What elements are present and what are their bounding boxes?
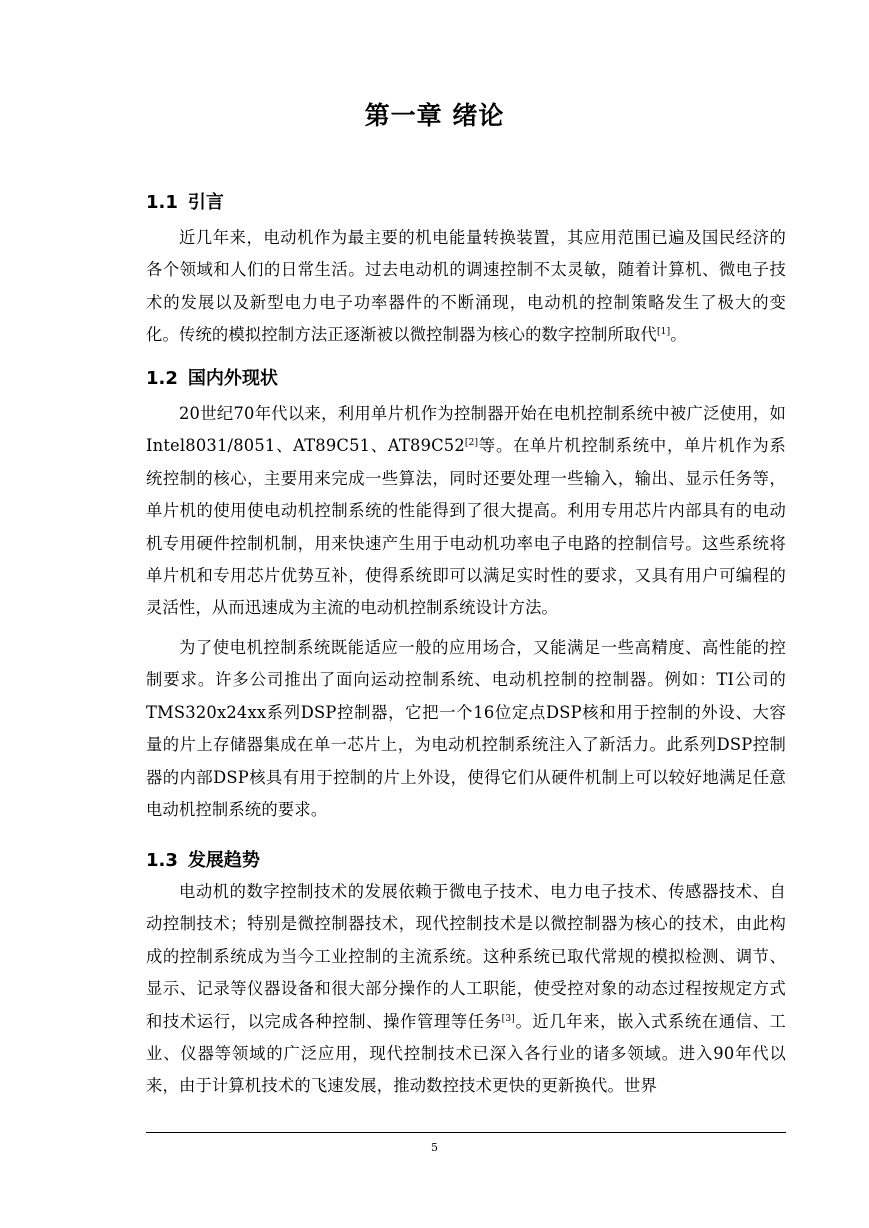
section-number: 1.1 <box>146 192 178 213</box>
paragraph-text-end: 。近几年来，嵌入式系统在通信、工业、仪器等领域的广泛应用，现代控制技术已深入各行业的诸多领域。进入90年代以来，由于计算机技术的飞速发展，推动数控技术更快的更新换代。世界 <box>146 1011 787 1096</box>
paragraph-status-2 <box>146 632 786 826</box>
paragraph-intro <box>146 222 786 352</box>
section-title: 引言 <box>187 192 224 213</box>
chapter-title: 第一章 绪论 <box>364 101 505 130</box>
paragraph-text: 电动机的数字控制技术的发展依赖于微电子技术、电力电子技术、传感器技术、自动控制技术；特别是微控制器技术，现代控制技术是以微控制器为核心的技术，由此构成的控制系统成为当今工业控制的主流系统。这种系统已取代常规的模拟检测、调节、显示、记录等仪器设备和很大部分操作的人工职能，使受控对象的动态过程按规定方式和技术运行，以完成各种控制、操作管理等任务 <box>146 882 786 1031</box>
section-title: 发展趋势 <box>187 850 260 871</box>
section-number: 1.2 <box>146 368 178 389</box>
paragraph-trend <box>146 876 786 1103</box>
footer-rule <box>146 1132 786 1133</box>
section-heading-1-2 <box>146 364 278 390</box>
page-number: 5 <box>431 1141 438 1154</box>
section-number: 1.3 <box>146 850 178 871</box>
paragraph-text: 20世纪70年代以来，利用单片机作为控制器开始在电机控制系统中被广泛使用，如Intel8031/8051、AT89C51、AT89C52 <box>146 404 786 456</box>
paragraph-status-1 <box>146 398 786 625</box>
paragraph-text-end: 等。在单片机控制系统中，单片机作为系统控制的核心，主要用来完成一些算法，同时还要处理一些输入，输出、显示任务等，单片机的使用使电动机控制系统的性能得到了很大提高。利用专用芯片内部具有的电动机专用硬件控制机制，用来快速产生用于电动机功率电子电路的控制信号。这些系统将单片机和专用芯片优势互补，使得系统即可以满足实时性的要求，又具有用户可编程的灵活性，从而迅速成为主流的电动机控制系统设计方法。 <box>146 436 786 618</box>
section-title: 国内外现状 <box>187 368 278 389</box>
citation-ref: [1] <box>656 327 671 338</box>
citation-ref: [3] <box>501 1013 516 1024</box>
paragraph-text: 近几年来，电动机作为最主要的机电能量转换装置，其应用范围已遍及国民经济的各个领域和人们的日常生活。过去电动机的调速控制不太灵敏，随着计算机、微电子技术的发展以及新型电力电子功率器件的不断涌现，电动机的控制策略发生了极大的变化。传统的模拟控制方法正逐渐被以微控制器为核心的数字控制所取代 <box>146 228 786 345</box>
paragraph-text: 为了使电机控制系统既能适应一般的应用场合，又能满足一些高精度、高性能的控制要求。许多公司推出了面向运动控制系统、电动机控制的控制器。例如：TI公司的TMS320x24xx系列DSP控制器，它把一个16位定点DSP核和用于控制的外设、大容量的片上存储器集成在单一芯片上，为电动机控制系统注入了新活力。此系列DSP控制器的内部DSP核具有用于控制的片上外设，使得它们从硬件机制上可以较好地满足任意电动机控制系统的要求。 <box>146 638 786 820</box>
section-heading-1-3 <box>146 846 260 872</box>
citation-ref: [2] <box>464 438 479 449</box>
section-heading-1-1 <box>146 188 224 214</box>
paragraph-text-end: 。 <box>670 325 687 345</box>
